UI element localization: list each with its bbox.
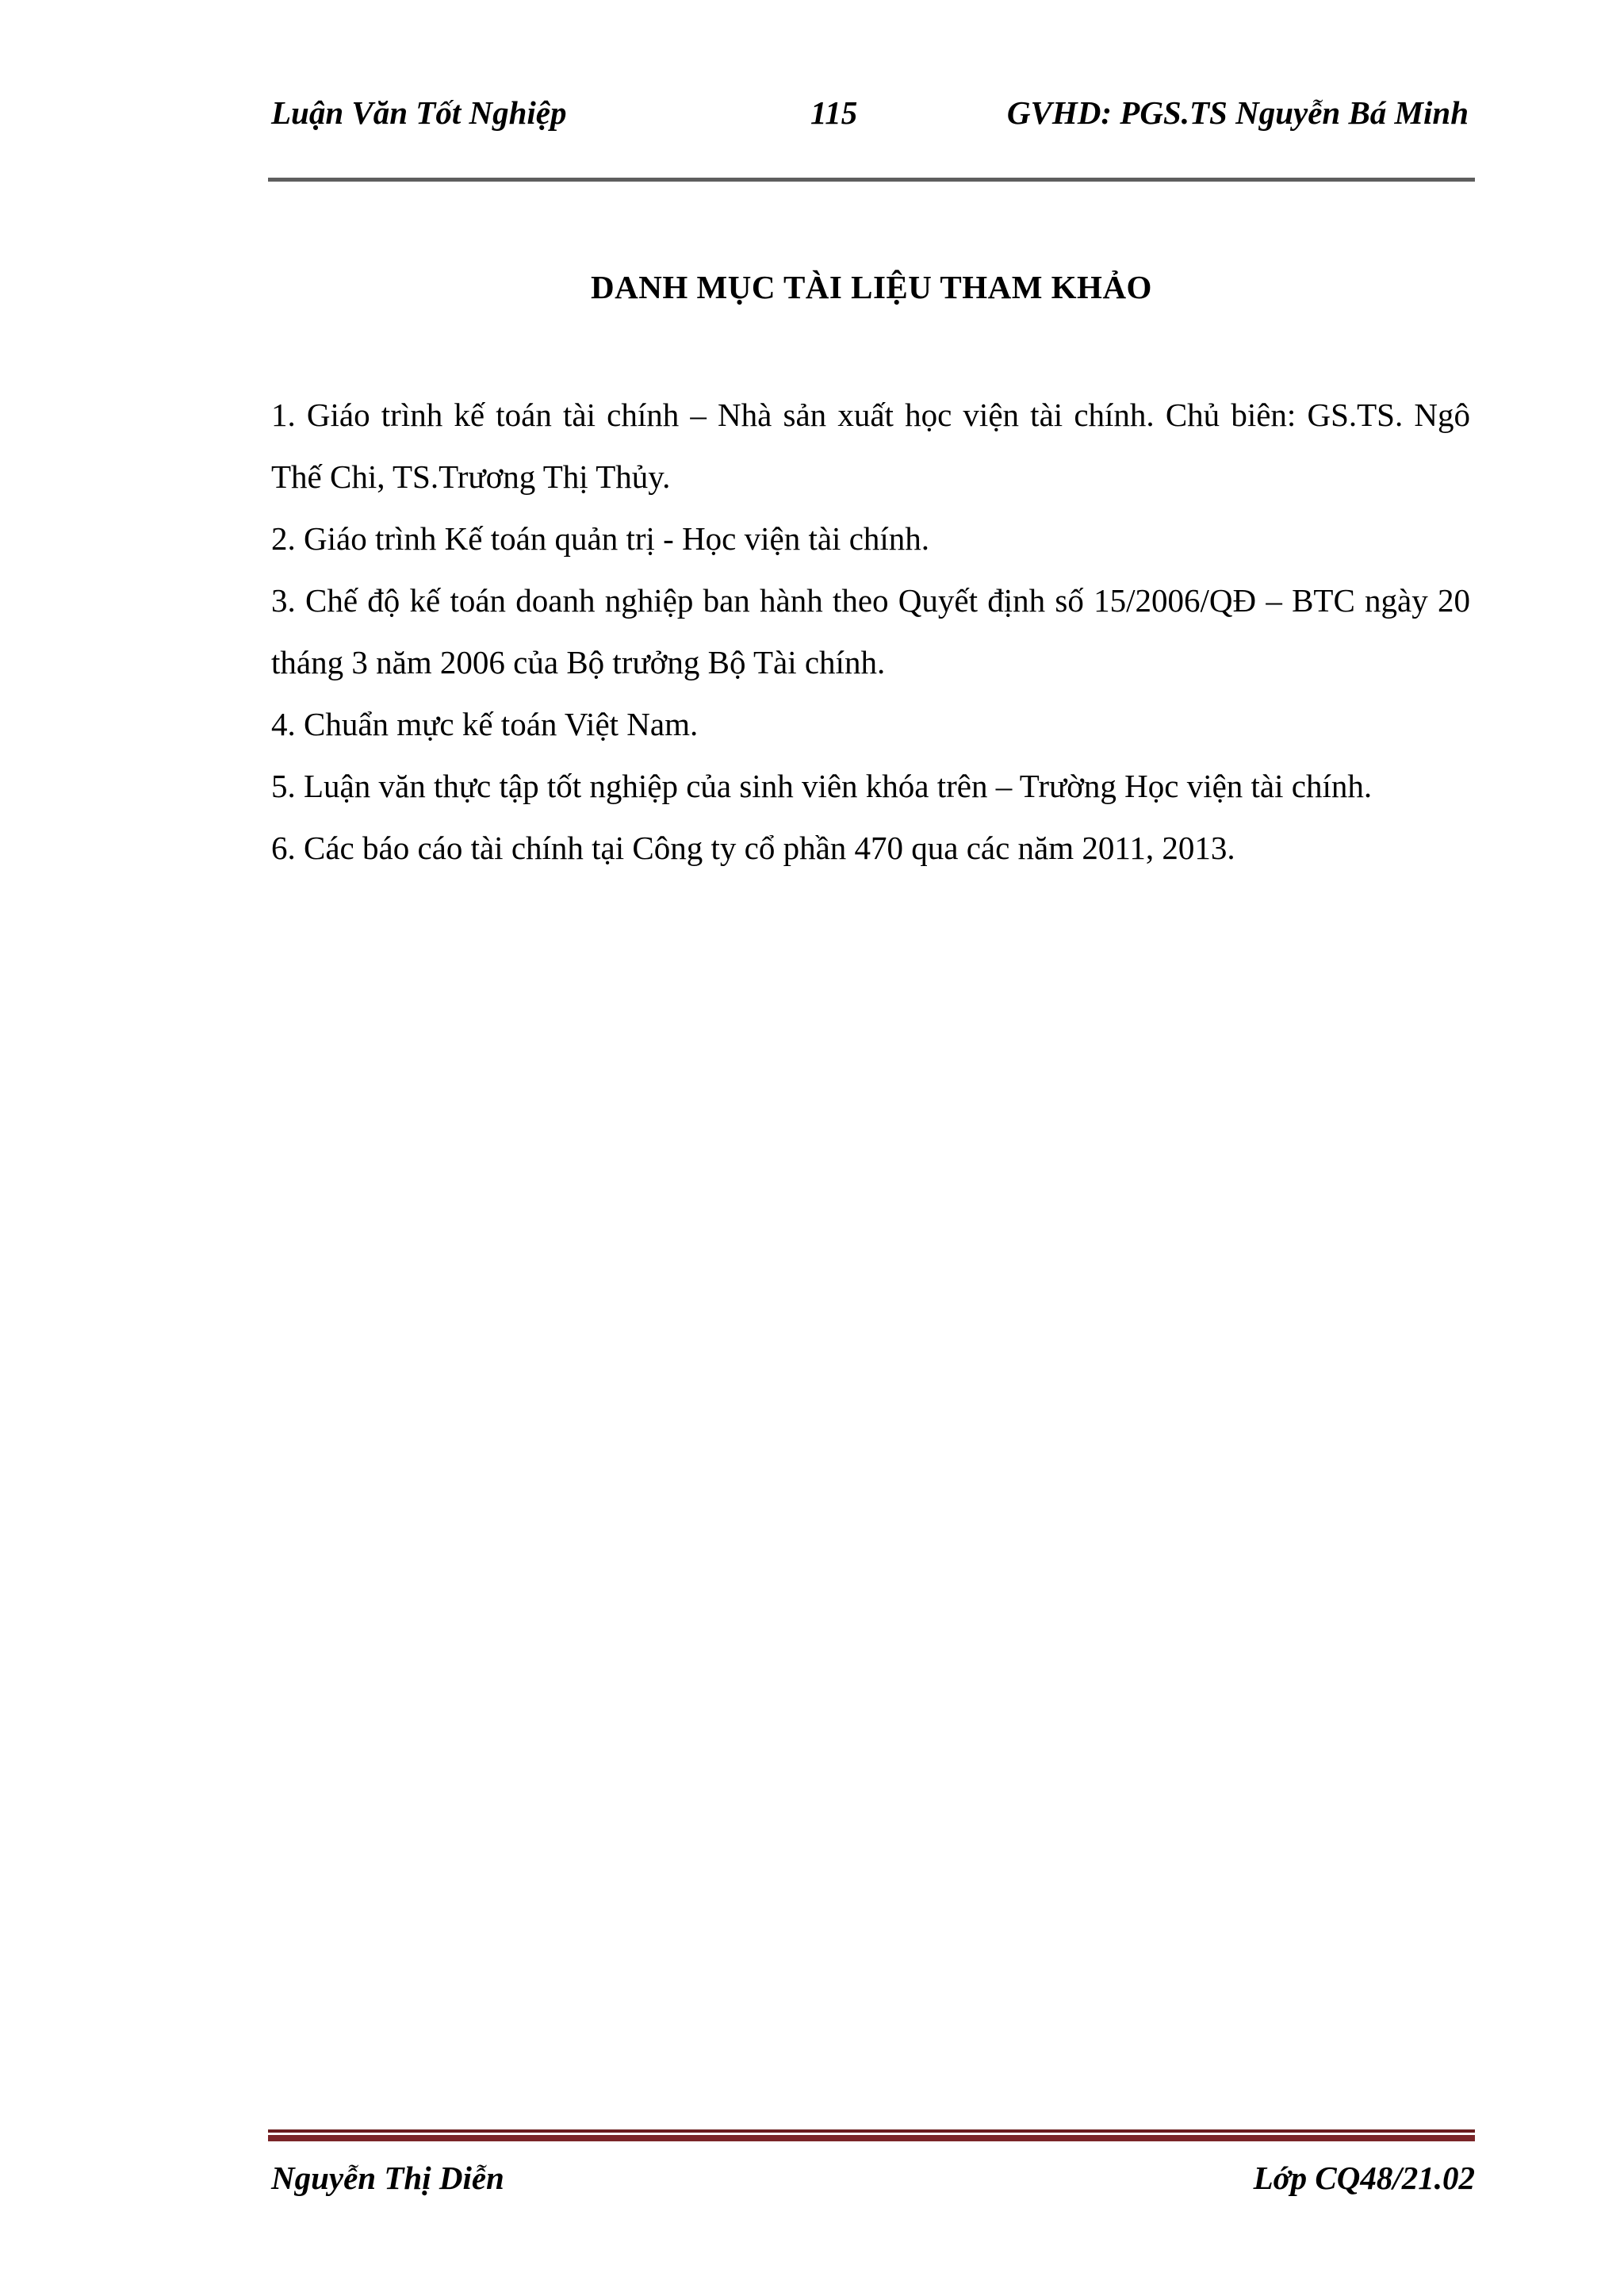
- footer-divider-thin: [268, 2129, 1475, 2133]
- reference-item: 5. Luận văn thực tập tốt nghiệp của sinh viên khóa trên – Trường Học viện tài chính.: [271, 768, 1373, 804]
- reference-item: 3. Chế độ kế toán doanh nghiệp ban hành theo Quyết định số 15/2006/QĐ – BTC ngày 20 tháng 3 năm 2006 của Bộ trưởng Bộ Tài chính.: [271, 582, 1470, 680]
- page-title: DANH MỤC TÀI LIỆU THAM KHẢO: [591, 269, 1152, 305]
- page-footer: [268, 2159, 1475, 2206]
- footer-class: Lớp CQ48/21.02: [1253, 2160, 1475, 2196]
- reference-list: [271, 384, 1470, 879]
- header-divider: [268, 178, 1475, 182]
- page-header: [268, 94, 1469, 141]
- footer-divider-thick: [268, 2135, 1475, 2141]
- reference-item: 2. Giáo trình Kế toán quản trị - Học viện tài chính.: [271, 520, 930, 557]
- footer-author: Nguyễn Thị Diễn: [271, 2160, 504, 2196]
- header-advisor: GVHD: PGS.TS Nguyễn Bá Minh: [1006, 94, 1469, 131]
- reference-item: 1. Giáo trình kế toán tài chính – Nhà sản xuất học viện tài chính. Chủ biên: GS.TS. Ngô Thế Chi, TS.Trương Thị Thủy.: [271, 397, 1470, 495]
- header-thesis-label: Luận Văn Tốt Nghiệp: [271, 94, 567, 131]
- reference-item: 6. Các báo cáo tài chính tại Công ty cổ phần 470 qua các năm 2011, 2013.: [271, 830, 1235, 866]
- reference-item: 4. Chuẩn mực kế toán Việt Nam.: [271, 706, 699, 742]
- page-number: 115: [810, 94, 858, 131]
